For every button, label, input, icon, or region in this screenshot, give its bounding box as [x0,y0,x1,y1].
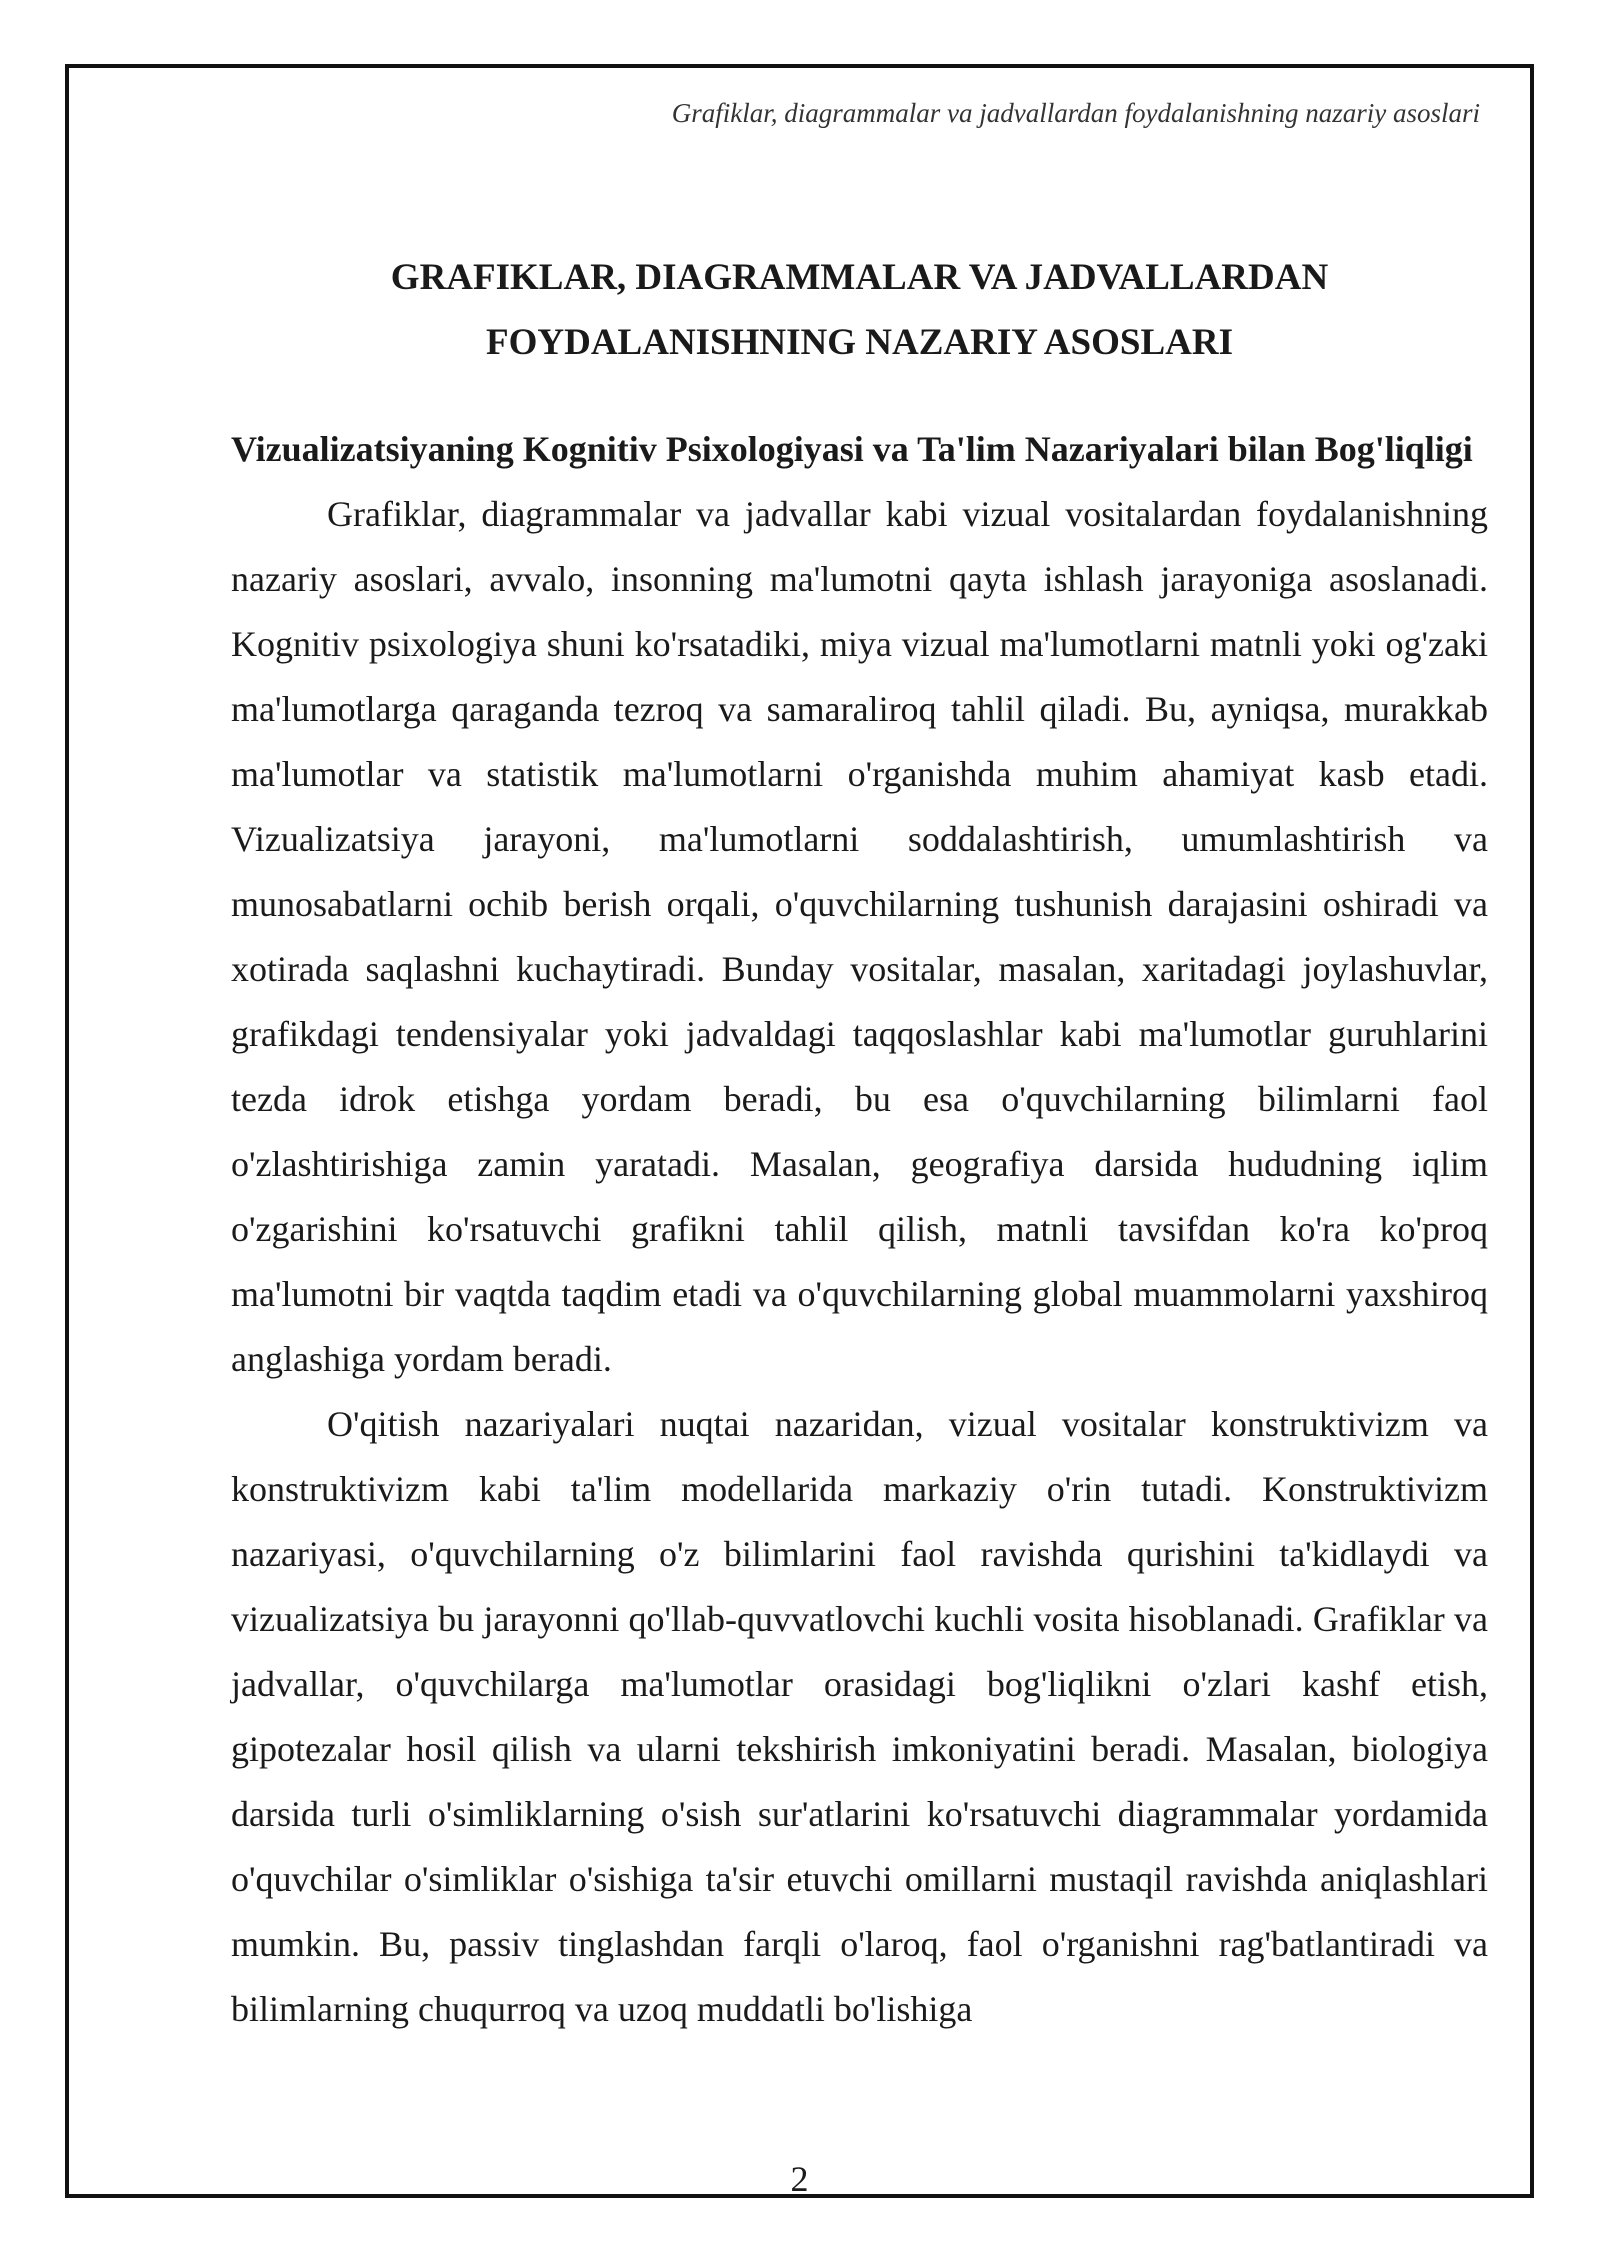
document-title [231,245,1488,375]
body-paragraph-2: O'qitish nazariyalari nuqtai nazaridan, vizual vositalar konstruktivizm va konstruktivizm kabi ta'lim modellarida markaziy o'rin tutadi. Konstruktivizm nazariyasi, o'quvchilarning o'z bilimlarini faol ravishda qurishini ta'kidlaydi va vizualizatsiya bu jarayonni qo'llab-quvvatlovchi kuchli vosita hisoblanadi. Grafiklar va jadvallar, o'quvchilarga ma'lumotlar orasidagi bog'liqlikni o'zlari kashf etish, gipotezalar hosil qilish va ularni tekshirish imkoniyatini beradi. Masalan, biologiya darsida turli o'simliklarning o'sish sur'atlarini ko'rsatuvchi diagrammalar yordamida o'quvchilar o'simliklar o'sishiga ta'sir etuvchi omillarni mustaqil ravishda aniqlashlari mumkin. Bu, passiv tinglashdan farqli o'laroq, faol o'rganishni rag'batlantiradi va bilimlarning chuqurroq va uzoq muddatli bo'lishiga [231,1404,1488,2029]
section-heading: Vizualizatsiyaning Kognitiv Psixologiyasi va Ta'lim Nazariyalari bilan Bog'liqligi [231,429,1473,469]
page-number: 2 [790,2159,809,2199]
document-title-line-2: FOYDALANISHNING NAZARIY ASOSLARI [486,322,1233,363]
page-frame [65,64,1534,2198]
running-header: Grafiklar, diagrammalar va jadvallardan foydalanishning nazariy asoslari [671,98,1480,128]
page-content [231,180,1488,2042]
document-title-line-1: GRAFIKLAR, DIAGRAMMALAR VA JADVALLARDAN [390,257,1329,298]
body-paragraph-1: Grafiklar, diagrammalar va jadvallar kabi vizual vositalardan foydalanishning nazariy asoslari, avvalo, insonning ma'lumotni qayta ishlash jarayoniga asoslanadi. Kognitiv psixologiya shuni ko'rsatadiki, miya vizual ma'lumotlarni matnli yoki og'zaki ma'lumotlarga qaraganda tezroq va samaraliroq tahlil qiladi. Bu, ayniqsa, murakkab ma'lumotlar va statistik ma'lumotlarni o'rganishda muhim ahamiyat kasb etadi. Vizualizatsiya jarayoni, ma'lumotlarni soddalashtirish, umumlashtirish va munosabatlarni ochib berish orqali, o'quvchilarning tushunish darajasini oshiradi va xotirada saqlashni kuchaytiradi. Bunday vositalar, masalan, xaritadagi joylashuvlar, grafikdagi tendensiyalar yoki jadvaldagi taqqoslashlar kabi ma'lumotlar guruhlarini tezda idrok etishga yordam beradi, bu esa o'quvchilarning bilimlarni faol o'zlashtirishiga zamin yaratadi. Masalan, geografiya darsida hududning iqlim o'zgarishini ko'rsatuvchi grafikni tahlil qilish, matnli tavsifdan ko'ra ko'proq ma'lumotni bir vaqtda taqdim etadi va o'quvchilarning global muammolarni yaxshiroq anglashiga yordam beradi. [231,494,1488,1379]
